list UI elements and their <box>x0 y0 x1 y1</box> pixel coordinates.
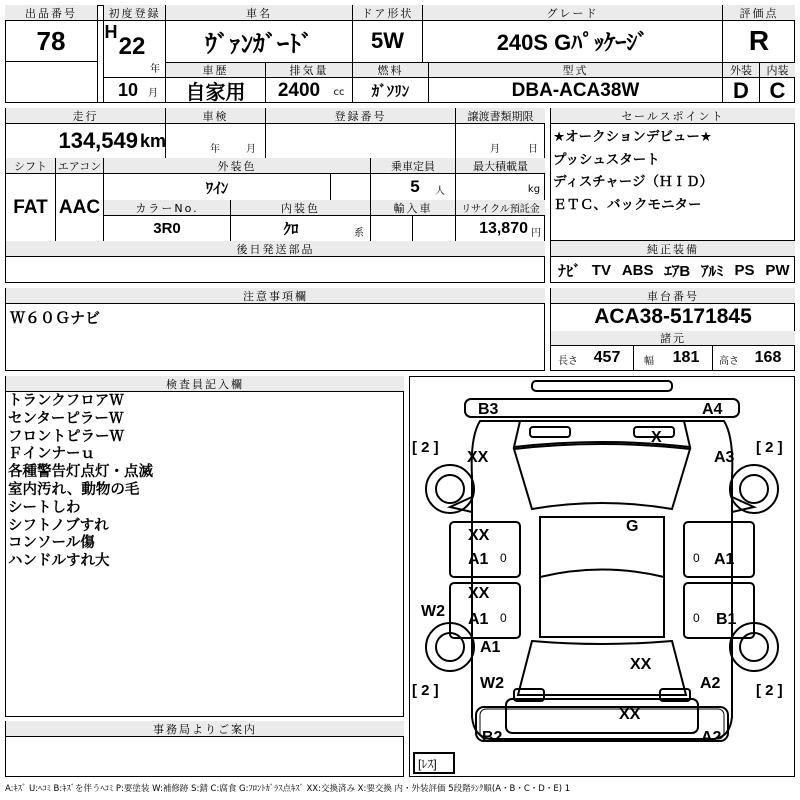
year-unit: 年 <box>150 63 160 74</box>
spec-label: 諸元 <box>551 331 795 345</box>
mark-zero-4: 0 <box>693 611 700 625</box>
mark-b3: B3 <box>478 401 499 418</box>
displacement-label: 排気量 <box>266 63 352 77</box>
model-label: 型式 <box>429 63 722 77</box>
reg-year: 22 <box>118 33 146 60</box>
width-label: 幅 <box>644 355 654 366</box>
inspector-line: Ｆインナーｕ <box>8 446 95 463</box>
mark-xx-rear-bumper: XX <box>619 706 641 723</box>
inspector-notes <box>8 393 398 571</box>
notes-text: Ｗ６０Ｇナビ <box>10 309 101 327</box>
reg-month: 10 <box>117 79 139 100</box>
recycle-fee: 13,870 <box>479 219 528 237</box>
recycle-label: リサイクル預託金 <box>456 200 545 215</box>
max-load-label: 最大積載量 <box>456 158 545 173</box>
interior-grade: C <box>769 78 786 103</box>
car-name: ｳﾞｧﾝｶﾞｰﾄﾞ <box>205 30 313 58</box>
equipment-item: ｱﾙﾐ <box>701 262 724 280</box>
inspector-line: コンソール傷 <box>8 535 95 552</box>
mileage: 134,549 <box>58 128 138 153</box>
inspector-line: フロントピラーＷ <box>8 428 124 445</box>
displacement-unit: cc <box>333 86 345 98</box>
ac: AAC <box>58 197 101 218</box>
model: DBA-ACA38W <box>511 79 640 101</box>
displacement: 2400 <box>277 79 321 101</box>
height-label: 高さ <box>719 355 739 366</box>
color-no-label: カラーNo. <box>104 200 230 215</box>
inspection-month-unit: 月 <box>246 143 256 154</box>
sales-point-label: セールスポイント <box>551 108 795 123</box>
inspector-line: ハンドルすれ大 <box>8 553 110 570</box>
mark-g-windshield: G <box>626 518 639 535</box>
transfer-month-unit: 月 <box>490 143 500 154</box>
grade-label: グレード <box>423 5 722 20</box>
mark-zero-3: 0 <box>500 611 507 625</box>
mark-a1-front-door-left: A1 <box>468 551 489 568</box>
mark-w2-side: W2 <box>421 603 445 620</box>
fuel-label: 燃料 <box>353 63 428 77</box>
mark-x-front-glass: X <box>651 429 662 446</box>
transfer-day-unit: 日 <box>528 143 538 154</box>
capacity-unit: 人 <box>435 185 445 196</box>
mark-zero-2: 0 <box>693 551 700 565</box>
shift: FAT <box>13 197 48 218</box>
chassis-label: 車台番号 <box>551 288 795 303</box>
mark-xx-rear-door-left: XX <box>468 585 490 602</box>
tire-rr-label: [ 2 ] <box>756 682 783 699</box>
load-unit: kg <box>527 183 541 195</box>
first-reg-label: 初度登録 <box>104 5 165 20</box>
equipment-label: 純正装備 <box>551 241 795 256</box>
capacity: 5 <box>410 177 420 196</box>
exterior-label: 外装 <box>723 63 759 77</box>
equipment-list <box>553 258 795 282</box>
inspector-line: 室内汚れ、動物の毛 <box>8 481 140 498</box>
interior-color-unit: 系 <box>354 227 364 238</box>
sales-point-line: ディスチャージ（ＨＩＤ） <box>553 174 713 190</box>
equipment-item: ABS <box>621 261 654 279</box>
inspector-line: シートしわ <box>8 499 81 516</box>
inspector-line: センターピラーＷ <box>8 410 124 427</box>
mark-a2-rear: A2 <box>700 675 721 692</box>
sales-point-line: ＥＴＣ、バックモニター <box>553 196 702 213</box>
ac-label: エアコン <box>57 159 102 173</box>
score: R <box>748 25 770 56</box>
lot-number-label: 出品番号 <box>5 5 97 20</box>
reg-number-label: 登録番号 <box>266 108 455 123</box>
mileage-label: 走行 <box>6 108 165 123</box>
mark-xx-rear-glass: XX <box>630 656 652 673</box>
mark-a2-bumper: A2 <box>701 729 722 746</box>
length: 457 <box>593 349 621 366</box>
mark-xx-front-left: XX <box>467 449 489 466</box>
transfer-deadline-label: 譲渡書類期限 <box>456 108 545 123</box>
chassis-number: ACA38-5171845 <box>594 305 752 328</box>
equipment-item: ｴｱB <box>664 262 691 280</box>
exterior-color: ﾜｲﾝ <box>205 179 229 197</box>
interior-label: 内装 <box>760 63 795 77</box>
tire-rl-label: [ 2 ] <box>412 682 439 699</box>
sales-point-lines <box>553 126 793 216</box>
office-label: 事務局よりご案内 <box>6 721 404 736</box>
capacity-label: 乗車定員 <box>371 158 455 173</box>
month-unit: 月 <box>148 87 158 98</box>
inspector-label: 検査員記入欄 <box>6 376 404 391</box>
tire-fl-label: [ 2 ] <box>412 439 439 456</box>
spare-tire-label: [ﾚｽ] <box>418 757 437 771</box>
later-parts-label: 後日発送部品 <box>6 241 545 256</box>
legend: A:ｷｽﾞ U:ﾍｺﾐ B:ｷｽﾞを伴うﾍｺﾐ P:要塗装 W:補修跡 S:錆 C:腐食 G:ﾌﾛﾝﾄｶﾞﾗｽ点ｷｽﾞ XX:交換済み X:要交換 内・外装評価 5段階ﾗﾝｸ順(A・B・C・D・E) 1 <box>5 784 571 794</box>
equipment-item: ﾅﾋﾞ <box>558 262 581 280</box>
inspection-label: 車検 <box>166 108 265 123</box>
shift-label: シフト <box>6 158 55 173</box>
sales-point-line: プッシュスタート <box>553 151 660 168</box>
tire-fr-label: [ 2 ] <box>756 439 783 456</box>
color-no: 3R0 <box>153 220 181 237</box>
lot-number: 78 <box>36 25 66 56</box>
history-label: 車歴 <box>166 63 265 77</box>
mark-b1: B1 <box>716 611 737 628</box>
equipment-item: PS <box>734 261 755 279</box>
recycle-unit: 円 <box>531 227 541 238</box>
mark-a4: A4 <box>702 401 723 418</box>
fuel: ｶﾞｿﾘﾝ <box>371 83 410 100</box>
exterior-color-label: 外装色 <box>104 158 370 173</box>
import-label: 輸入車 <box>371 200 455 215</box>
inspector-line: 各種警告灯点灯・点滅 <box>8 464 153 481</box>
mark-a1-rear-left: A1 <box>480 639 501 656</box>
era: H <box>104 22 118 42</box>
inspector-line: シフトノブすれ <box>8 517 109 534</box>
door-type: 5W <box>371 28 404 53</box>
mark-a1-rear-door-left: A1 <box>468 611 489 628</box>
height: 168 <box>754 349 782 366</box>
mark-zero-1: 0 <box>500 551 507 565</box>
notes-label: 注意事項欄 <box>6 288 545 303</box>
inspection-year-unit: 年 <box>210 143 220 154</box>
door-label: ドア形状 <box>353 5 422 20</box>
mark-a1-front-door-right: A1 <box>714 551 735 568</box>
inspector-line: トランクフロアＷ <box>8 393 124 409</box>
mark-w2-rear: W2 <box>480 675 504 692</box>
history: 自家用 <box>185 82 246 103</box>
interior-color-label: 内装色 <box>231 200 370 215</box>
score-label: 評価点 <box>723 5 795 20</box>
car-name-label: 車名 <box>166 5 352 20</box>
equipment-item: TV <box>591 261 611 279</box>
mileage-unit: km <box>140 130 166 151</box>
diagram-marks <box>410 377 794 776</box>
mark-xx-front-door-left: XX <box>468 527 490 544</box>
mark-b2: B2 <box>482 729 503 746</box>
width: 181 <box>672 349 700 366</box>
sales-point-line: ★オークションデビュー★ <box>553 129 712 145</box>
equipment-item: PW <box>765 261 790 279</box>
exterior-grade: D <box>733 78 749 103</box>
length-label: 長さ <box>558 355 578 366</box>
grade: 240S Gﾊﾟｯｹｰｼﾞ <box>496 29 649 55</box>
mark-a3: A3 <box>714 449 735 466</box>
interior-color: ｸﾛ <box>283 221 299 238</box>
